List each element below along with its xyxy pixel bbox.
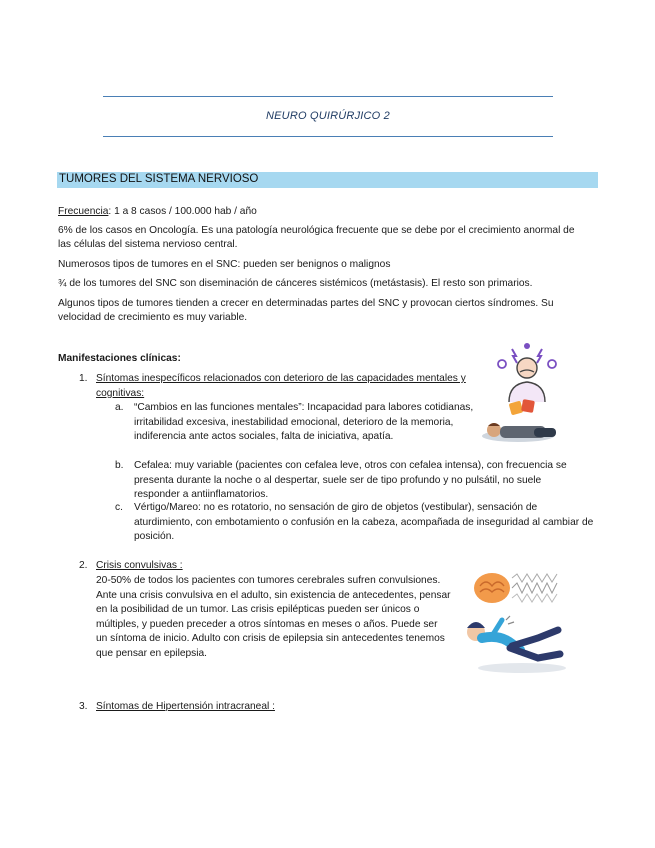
sublist-item: Vértigo/Mareo: no es rotatorio, no sensación de giro de objetos (vestibular), sensación de aturdimiento, con embotamiento o confusión en la cabeza, acompañada de inseguridad al cambiar de posición. — [134, 502, 594, 542]
frequency-label: Frecuencia — [58, 206, 109, 217]
brain-waves-illustration — [472, 568, 572, 610]
frequency-line — [58, 205, 588, 219]
person-lying-illustration — [482, 398, 562, 444]
list-item-title: Crisis convulsivas : — [96, 560, 183, 571]
intro-paragraph-1: 6% de los casos en Oncología. Es una patología neurológica frecuente que se debe por el crecimiento anormal de las células del sistema nervioso central. — [58, 225, 575, 250]
section-title: TUMORES DEL SISTEMA NERVIOSO — [59, 173, 259, 185]
list-number: 2. — [79, 560, 88, 571]
seizure-person-illustration — [462, 612, 568, 674]
sublist-letter: c. — [115, 502, 123, 513]
manifestations-heading: Manifestaciones clínicas: — [58, 353, 181, 364]
intro-paragraph-3: ¾ de los tumores del SNC son diseminación de cánceres sistémicos (metástasis). El resto son primarios. — [58, 278, 533, 289]
document-title: NEURO QUIRÚRJICO 2 — [266, 110, 390, 122]
intro-paragraph-2: Numerosos tipos de tumores en el SNC: pueden ser benignos o malignos — [58, 259, 391, 270]
frequency-value: : 1 a 8 casos / 100.000 hab / año — [108, 206, 257, 217]
header-rule-top — [103, 96, 553, 97]
list-number: 1. — [79, 373, 88, 384]
list-item-title: Síntomas de Hipertensión intracraneal : — [96, 701, 275, 712]
sublist-item: Cefalea: muy variable (pacientes con cefalea leve, otros con cefalea intensa), con frecuencia se presenta durante la noche o al despertar, suele ser de tipo profundo y no pulsátil, no suele responder a antiinflamatorios. — [134, 460, 567, 500]
header-rule-bottom — [103, 136, 553, 137]
sublist-item: “Cambios en las funciones mentales”: Incapacidad para labores cotidianas, irritabilidad excesiva, inestabilidad emocional, deterioro de la memoria, indiferencia ante actos sociales, falta de iniciativa, apatía. — [134, 402, 474, 442]
list-number: 3. — [79, 701, 88, 712]
intro-paragraph-4: Algunos tipos de tumores tienden a crecer en determinadas partes del SNC y provocan ciertos síndromes. Su velocidad de crecimiento es muy variable. — [58, 298, 554, 323]
stressed-person-illustration — [492, 342, 562, 404]
sublist-letter: a. — [115, 402, 124, 413]
section-heading — [57, 172, 598, 188]
sublist-letter: b. — [115, 460, 124, 471]
list-item-body: 20-50% de todos los pacientes con tumores cerebrales sufren convulsiones. Ante una crisis convulsiva en el adulto, sin existencia de antecedentes, pensar en la posibilidad de un tumor. Las crisis epilépticas pueden ser únicos o múltiples, y pueden preceder a otros síntomas en meses o años. Puede ser un síntoma de inicio. Adulto con crisis de epilepsia sin antecedentes tenemos que pensar en epilepsia. — [96, 575, 451, 659]
list-item-title: Síntomas inespecíficos relacionados con deterioro de las capacidades mentales y cognitivas: — [96, 373, 466, 399]
